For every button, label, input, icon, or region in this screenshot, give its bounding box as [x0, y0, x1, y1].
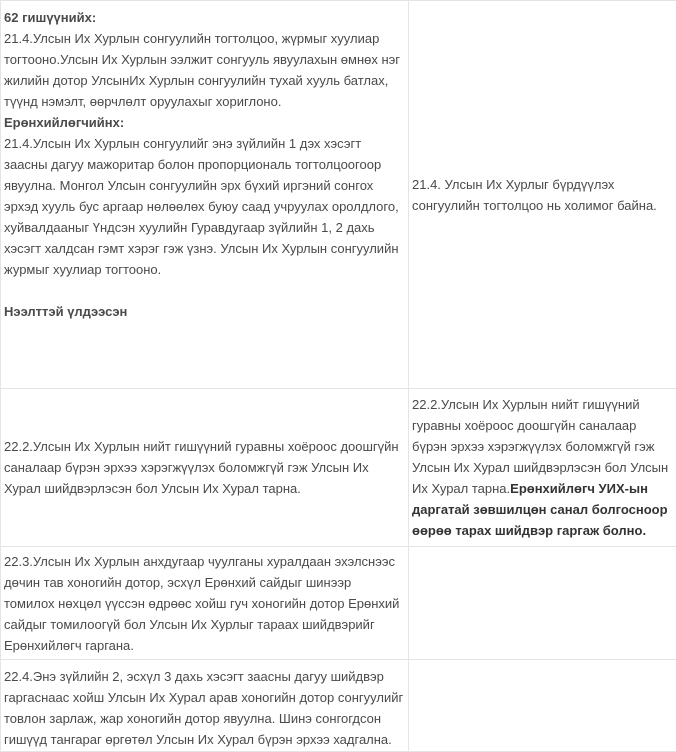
left-cell	[1, 389, 409, 547]
table-row	[1, 1, 676, 389]
left-cell	[1, 547, 409, 660]
right-cell	[409, 1, 676, 389]
section-heading: 62 гишүүнийх:	[4, 7, 404, 28]
right-cell	[409, 660, 676, 752]
table-row	[1, 389, 676, 547]
right-cell	[409, 547, 676, 660]
left-cell	[1, 1, 409, 389]
article-text: 22.4.Энэ зүйлийн 2, эсхүл 3 дахь хэсэгт заасны дагуу шийдвэр гаргаснаас хойш Улсын Их Хурал арав хоногийн дотор сонгуулийг товлон зарлаж, жар хоногийн дотор явуулна. Шинэ сонгогдсон гишүүд тангараг өргөтөл Улсын Их Хурал бүрэн эрхээ хадгална.	[4, 666, 404, 750]
article-text: 21.4.Улсын Их Хурлын сонгуулийн тогтолцоо, жүрмыг хуулиар тогтооно.Улсын Их Хурлын ээлжит сонгууль явуулахын өмнөх нэг жилийн дотор УлсынИх Хурлын сонгуулийн тухай хууль батлах, түүнд нэмэлт, өөрчлөлт оруулахыг хориглоно.	[4, 28, 404, 112]
article-text	[412, 394, 674, 541]
section-heading: Ерөнхийлөгчийнх:	[4, 112, 404, 133]
spacer	[4, 280, 404, 301]
article-text: 22.2.Улсын Их Хурлын нийт гишүүний гуравны хоёроос доошгүйн саналаар бүрэн эрхээ хэрэгжүүлэх боломжгүй гэж Улсын Их Хурал шийдвэрлэсэн бол Улсын Их Хурал тарна.	[4, 436, 404, 499]
table-row	[1, 547, 676, 660]
note-text: Нээлттэй үлдээсэн	[4, 301, 404, 322]
article-text: 22.3.Улсын Их Хурлын анхдугаар чуулганы хуралдаан эхэлснээс дөчин тав хоногийн дотор, эсхүл Ерөнхий сайдыг шинээр томилох нөхцөл үүссэн өдрөөс хойш гуч хоногийн дотор Ерөнхий сайдыг томилоогүй бол Улсын Их Хурлыг тараах шийдвэрийг Ерөнхийлөгч гаргана.	[4, 551, 404, 656]
article-text-bold: Ерөнхийлөгч УИХ-ын даргатай зөвшилцөн санал болгосноор өөрөө тарах шийдвэр гаргаж болно.	[412, 481, 668, 538]
article-text-plain: 22.2.Улсын Их Хурлын нийт гишүүний гуравны хоёроос доошгүйн саналаар бүрэн эрхээ хэрэгжүүлэх боломжгүй гэж Улсын Их Хурал шийдвэрлэсэн бол Улсын Их Хурал тарна.	[412, 397, 668, 496]
table-row	[1, 660, 676, 752]
right-cell	[409, 389, 676, 547]
article-text: 21.4.Улсын Их Хурлын сонгуулийг энэ зүйлийн 1 дэх хэсэгт заасны дагуу мажоритар болон пропорциональ тогтолцоогоор явуулна. Монгол Улсын сонгуулийн эрх бүхий иргэний сонгох эрхэд хууль бус аргаар нөлөөлөх буюу саад учруулах оролдлого, хуйвалдааныг Үндсэн хуулийн Гуравдугаар зүйлийн 1, 2 дахь хэсэгт халдсан гэмт хэрэг гэж үзнэ. Улсын Их Хурлын сонгуулийн журмыг хуулиар тогтооно.	[4, 133, 404, 280]
article-text: 21.4. Улсын Их Хурлыг бүрдүүлэх сонгуулийн тогтолцоо нь холимог байна.	[412, 174, 674, 216]
left-cell	[1, 660, 409, 752]
